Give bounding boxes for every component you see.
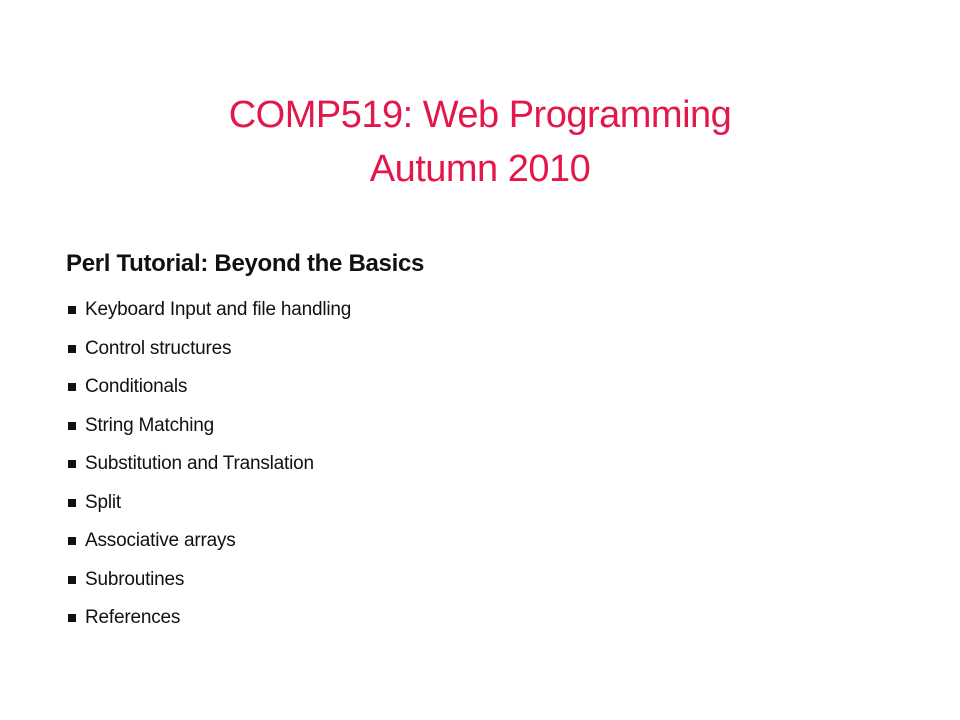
square-bullet-icon bbox=[68, 422, 76, 430]
square-bullet-icon bbox=[68, 306, 76, 314]
list-item-label: Split bbox=[85, 491, 121, 513]
list-item bbox=[68, 291, 351, 330]
list-item bbox=[68, 522, 351, 561]
slide-title bbox=[0, 88, 960, 196]
list-item bbox=[68, 368, 351, 407]
square-bullet-icon bbox=[68, 383, 76, 391]
list-item-label: Subroutines bbox=[85, 568, 185, 590]
list-item-label: Substitution and Translation bbox=[85, 453, 314, 475]
list-item-label: Associative arrays bbox=[85, 530, 236, 552]
list-item bbox=[68, 445, 351, 484]
topic-list bbox=[68, 291, 351, 638]
square-bullet-icon bbox=[68, 576, 76, 584]
title-line-term: Autumn 2010 bbox=[369, 148, 591, 190]
list-item-label: Conditionals bbox=[85, 376, 188, 398]
list-item bbox=[68, 561, 351, 600]
list-item-label: String Matching bbox=[85, 414, 215, 436]
square-bullet-icon bbox=[68, 537, 76, 545]
title-line-course: COMP519: Web Programming bbox=[228, 94, 732, 136]
list-item-label: Keyboard Input and file handling bbox=[85, 299, 352, 321]
list-item-label: References bbox=[85, 607, 181, 629]
list-item-label: Control structures bbox=[85, 337, 232, 359]
square-bullet-icon bbox=[68, 460, 76, 468]
square-bullet-icon bbox=[68, 499, 76, 507]
section-heading: Perl Tutorial: Beyond the Basics bbox=[66, 250, 425, 277]
square-bullet-icon bbox=[68, 614, 76, 622]
list-item bbox=[68, 407, 351, 446]
list-item bbox=[68, 484, 351, 523]
list-item bbox=[68, 599, 351, 638]
list-item bbox=[68, 330, 351, 369]
square-bullet-icon bbox=[68, 345, 76, 353]
